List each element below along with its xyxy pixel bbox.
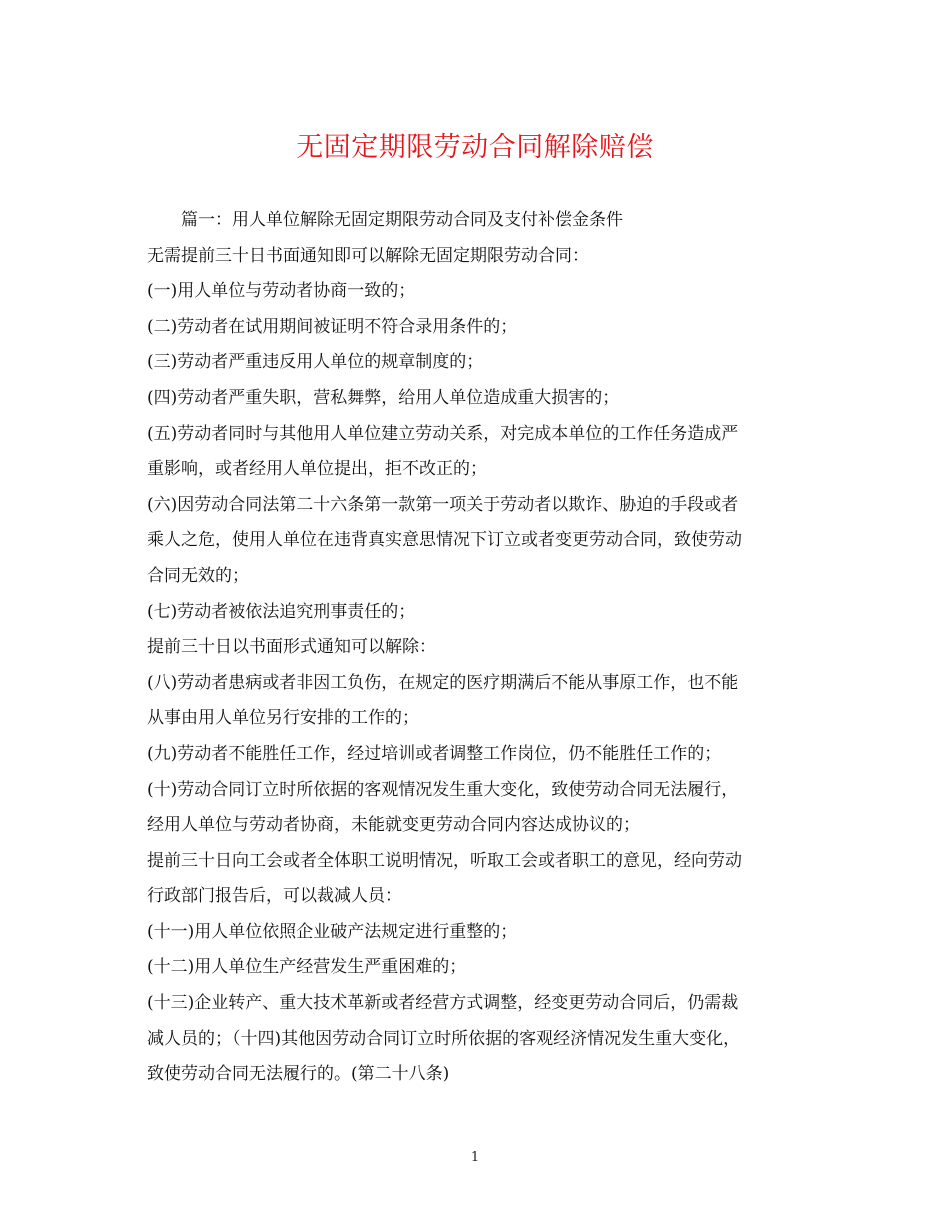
paragraph-line: (十一)用人单位依照企业破产法规定进行重整的； bbox=[147, 921, 518, 942]
paragraph-line: (九)劳动者不能胜任工作，经过培训或者调整工作岗位，仍不能胜任工作的； bbox=[147, 743, 722, 764]
paragraph-line: (一)用人单位与劳动者协商一致的； bbox=[147, 281, 416, 302]
paragraph-line: (七)劳动者被依法追究刑事责任的； bbox=[147, 601, 416, 622]
document-body bbox=[147, 203, 807, 1093]
paragraph-line: 减人员的；（十四)其他因劳动合同订立时所依据的客观经济情况发生重大变化， bbox=[147, 1028, 741, 1049]
paragraph-line: (四)劳动者严重失职，营私舞弊，给用人单位造成重大损害的； bbox=[147, 387, 620, 408]
document-title: 无固定期限劳动合同解除赔偿 bbox=[296, 132, 654, 163]
paragraph-line: 从事由用人单位另行安排的工作的； bbox=[147, 708, 419, 729]
paragraph-line: 经用人单位与劳动者协商，未能就变更劳动合同内容达成协议的； bbox=[147, 815, 640, 836]
paragraph-line: (十)劳动合同订立时所依据的客观情况发生重大变化，致使劳动合同无法履行， bbox=[147, 779, 739, 800]
paragraph-line: 行政部门报告后，可以裁减人员： bbox=[147, 886, 402, 907]
paragraph-line: 无需提前三十日书面通知即可以解除无固定期限劳动合同： bbox=[147, 245, 589, 266]
paragraph-line: (三)劳动者严重违反用人单位的规章制度的； bbox=[147, 352, 484, 373]
paragraph-line: 致使劳动合同无法履行的。(第二十八条) bbox=[147, 1064, 450, 1085]
section-heading: 篇一：用人单位解除无固定期限劳动合同及支付补偿金条件 bbox=[181, 210, 623, 230]
paragraph-line: (八)劳动者患病或者非因工负伤，在规定的医疗期满后不能从事原工作，也不能 bbox=[147, 672, 739, 693]
paragraph-line: 重影响，或者经用人单位提出，拒不改正的； bbox=[147, 459, 487, 480]
paragraph-line: 提前三十日以书面形式通知可以解除： bbox=[147, 637, 436, 658]
paragraph-line: 提前三十日向工会或者全体职工说明情况，听取工会或者职工的意见，经向劳动 bbox=[147, 850, 742, 871]
paragraph-line: (十三)企业转产、重大技术革新或者经营方式调整，经变更劳动合同后，仍需裁 bbox=[147, 993, 739, 1014]
paragraph-line: (五)劳动者同时与其他用人单位建立劳动关系，对完成本单位的工作任务造成严 bbox=[147, 423, 739, 444]
paragraph-line: (二)劳动者在试用期间被证明不符合录用条件的； bbox=[147, 316, 518, 337]
paragraph-line: (十二)用人单位生产经营发生严重困难的； bbox=[147, 957, 467, 978]
paragraph-line: (六)因劳动合同法第二十六条第一款第一项关于劳动者以欺诈、胁迫的手段或者 bbox=[147, 494, 739, 515]
page-number: 1 bbox=[470, 1150, 480, 1165]
paragraph-line: 乘人之危，使用人单位在违背真实意思情况下订立或者变更劳动合同，致使劳动 bbox=[147, 530, 742, 551]
paragraph-line: 合同无效的； bbox=[147, 565, 249, 586]
